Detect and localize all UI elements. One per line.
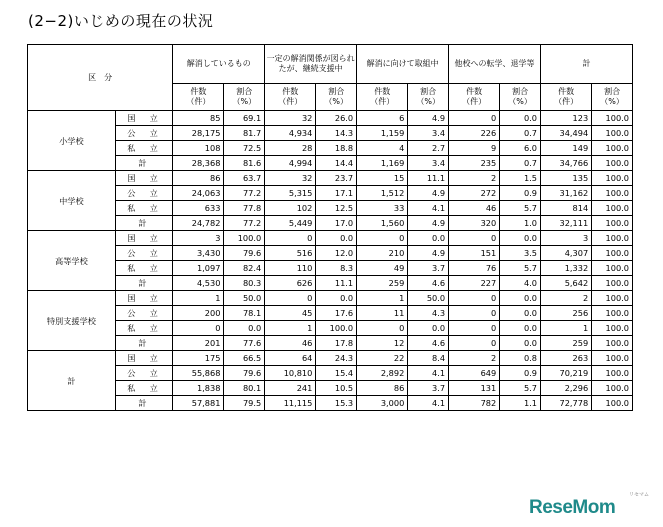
count-cell: 85 xyxy=(173,111,224,126)
school-sector-label: 計 xyxy=(115,156,172,171)
count-cell: 135 xyxy=(540,171,591,186)
rate-cell: 0.8 xyxy=(500,351,541,366)
unit-label-bottom: （件） xyxy=(554,97,579,106)
school-sector-label: 私 立 xyxy=(115,321,172,336)
rate-cell: 100.0 xyxy=(592,126,633,141)
rate-cell: 100.0 xyxy=(592,366,633,381)
school-sector-label: 公 立 xyxy=(115,246,172,261)
group-header: 解消しているもの xyxy=(173,45,265,84)
count-unit-header xyxy=(540,84,591,111)
count-cell: 22 xyxy=(357,351,408,366)
rate-cell: 100.0 xyxy=(592,171,633,186)
count-cell: 32,111 xyxy=(540,216,591,231)
rate-cell: 8.3 xyxy=(316,261,357,276)
rate-cell: 1.1 xyxy=(500,396,541,411)
table-row xyxy=(28,336,633,351)
count-cell: 149 xyxy=(540,141,591,156)
count-cell: 263 xyxy=(540,351,591,366)
table-row xyxy=(28,126,633,141)
school-sector-label: 公 立 xyxy=(115,126,172,141)
rate-cell: 100.0 xyxy=(592,276,633,291)
rate-unit-header xyxy=(224,84,265,111)
count-cell: 86 xyxy=(173,171,224,186)
unit-label-bottom: （件） xyxy=(370,97,395,106)
count-cell: 1,159 xyxy=(357,126,408,141)
rate-cell: 0.0 xyxy=(224,321,265,336)
count-cell: 0 xyxy=(265,231,316,246)
count-cell: 782 xyxy=(449,396,500,411)
count-cell: 131 xyxy=(449,381,500,396)
header-row-groups xyxy=(28,45,633,84)
count-cell: 6 xyxy=(357,111,408,126)
rate-cell: 4.9 xyxy=(408,186,449,201)
rate-cell: 79.6 xyxy=(224,366,265,381)
rate-cell: 17.1 xyxy=(316,186,357,201)
logo-kana: リセマム xyxy=(629,492,649,498)
rate-cell: 100.0 xyxy=(592,246,633,261)
table-row xyxy=(28,366,633,381)
count-cell: 110 xyxy=(265,261,316,276)
count-cell: 46 xyxy=(449,201,500,216)
count-cell: 57,881 xyxy=(173,396,224,411)
rate-cell: 100.0 xyxy=(592,381,633,396)
table-row xyxy=(28,276,633,291)
rate-cell: 3.5 xyxy=(500,246,541,261)
school-sector-label: 国 立 xyxy=(115,111,172,126)
count-cell: 4 xyxy=(357,141,408,156)
count-cell: 210 xyxy=(357,246,408,261)
count-cell: 4,934 xyxy=(265,126,316,141)
rate-cell: 4.0 xyxy=(500,276,541,291)
school-sector-label: 国 立 xyxy=(115,291,172,306)
rate-cell: 6.0 xyxy=(500,141,541,156)
rate-cell: 100.0 xyxy=(592,141,633,156)
rate-unit-header xyxy=(408,84,449,111)
rate-cell: 14.3 xyxy=(316,126,357,141)
table-row xyxy=(28,291,633,306)
rate-cell: 77.2 xyxy=(224,186,265,201)
rate-unit-header xyxy=(500,84,541,111)
table-row xyxy=(28,141,633,156)
rate-cell: 100.0 xyxy=(592,291,633,306)
school-type-label: 中学校 xyxy=(28,171,116,231)
school-sector-label: 計 xyxy=(115,336,172,351)
count-cell: 0 xyxy=(449,321,500,336)
rate-cell: 78.1 xyxy=(224,306,265,321)
school-sector-label: 国 立 xyxy=(115,351,172,366)
count-cell: 5,642 xyxy=(540,276,591,291)
rate-cell: 17.0 xyxy=(316,216,357,231)
count-cell: 2 xyxy=(449,171,500,186)
count-cell: 64 xyxy=(265,351,316,366)
count-cell: 1 xyxy=(265,321,316,336)
rate-cell: 79.5 xyxy=(224,396,265,411)
unit-label-top: 件数 xyxy=(466,87,483,96)
unit-label-top: 件数 xyxy=(558,87,575,96)
unit-label-bottom: （%） xyxy=(600,97,624,106)
rate-cell: 77.8 xyxy=(224,201,265,216)
rate-cell: 0.9 xyxy=(500,186,541,201)
rate-cell: 81.7 xyxy=(224,126,265,141)
count-cell: 814 xyxy=(540,201,591,216)
count-cell: 11,115 xyxy=(265,396,316,411)
count-cell: 626 xyxy=(265,276,316,291)
count-cell: 5,315 xyxy=(265,186,316,201)
count-cell: 0 xyxy=(449,336,500,351)
count-cell: 1 xyxy=(173,291,224,306)
unit-label-bottom: （%） xyxy=(324,97,349,106)
count-cell: 5,449 xyxy=(265,216,316,231)
rate-cell: 17.8 xyxy=(316,336,357,351)
unit-label-top: 割合 xyxy=(236,87,253,96)
count-cell: 2 xyxy=(449,351,500,366)
rate-unit-header xyxy=(592,84,633,111)
rate-cell: 1.0 xyxy=(500,216,541,231)
count-cell: 200 xyxy=(173,306,224,321)
rate-cell: 0.0 xyxy=(316,231,357,246)
rate-cell: 5.7 xyxy=(500,201,541,216)
count-cell: 28,368 xyxy=(173,156,224,171)
rate-cell: 15.4 xyxy=(316,366,357,381)
rate-cell: 3.4 xyxy=(408,156,449,171)
count-cell: 256 xyxy=(540,306,591,321)
rate-cell: 1.5 xyxy=(500,171,541,186)
unit-label-top: 割合 xyxy=(420,87,437,96)
unit-label-top: 件数 xyxy=(190,87,207,96)
resemom-logo xyxy=(529,491,651,521)
table-row xyxy=(28,351,633,366)
count-cell: 3,000 xyxy=(357,396,408,411)
count-cell: 0 xyxy=(265,291,316,306)
rate-cell: 26.0 xyxy=(316,111,357,126)
rate-cell: 10.5 xyxy=(316,381,357,396)
count-cell: 76 xyxy=(449,261,500,276)
count-cell: 46 xyxy=(265,336,316,351)
rate-cell: 12.0 xyxy=(316,246,357,261)
count-cell: 4,994 xyxy=(265,156,316,171)
rate-cell: 3.7 xyxy=(408,261,449,276)
rate-cell: 0.0 xyxy=(408,231,449,246)
rate-cell: 100.0 xyxy=(592,396,633,411)
rate-cell: 5.7 xyxy=(500,381,541,396)
count-cell: 123 xyxy=(540,111,591,126)
count-cell: 226 xyxy=(449,126,500,141)
school-sector-label: 計 xyxy=(115,396,172,411)
rate-cell: 100.0 xyxy=(592,261,633,276)
school-sector-label: 計 xyxy=(115,276,172,291)
table-row xyxy=(28,306,633,321)
rate-cell: 80.3 xyxy=(224,276,265,291)
count-cell: 28 xyxy=(265,141,316,156)
rate-cell: 100.0 xyxy=(592,306,633,321)
count-cell: 34,766 xyxy=(540,156,591,171)
count-cell: 1,097 xyxy=(173,261,224,276)
count-cell: 227 xyxy=(449,276,500,291)
count-cell: 259 xyxy=(357,276,408,291)
count-cell: 4,307 xyxy=(540,246,591,261)
rate-cell: 24.3 xyxy=(316,351,357,366)
rate-cell: 4.1 xyxy=(408,396,449,411)
school-sector-label: 私 立 xyxy=(115,141,172,156)
table-row xyxy=(28,186,633,201)
count-cell: 15 xyxy=(357,171,408,186)
count-unit-header xyxy=(357,84,408,111)
count-cell: 10,810 xyxy=(265,366,316,381)
count-cell: 11 xyxy=(357,306,408,321)
school-type-label: 小学校 xyxy=(28,111,116,171)
unit-label-top: 件数 xyxy=(374,87,391,96)
unit-label-bottom: （件） xyxy=(186,97,211,106)
rate-cell: 100.0 xyxy=(592,216,633,231)
rate-cell: 50.0 xyxy=(408,291,449,306)
count-cell: 649 xyxy=(449,366,500,381)
rate-cell: 69.1 xyxy=(224,111,265,126)
rate-cell: 100.0 xyxy=(592,336,633,351)
count-cell: 3 xyxy=(540,231,591,246)
count-cell: 49 xyxy=(357,261,408,276)
rate-cell: 12.5 xyxy=(316,201,357,216)
group-header: 計 xyxy=(540,45,632,84)
unit-label-bottom: （件） xyxy=(462,97,487,106)
count-cell: 28,175 xyxy=(173,126,224,141)
rate-cell: 100.0 xyxy=(592,111,633,126)
unit-label-bottom: （件） xyxy=(278,97,303,106)
count-cell: 320 xyxy=(449,216,500,231)
rate-cell: 2.7 xyxy=(408,141,449,156)
page-title: (2−2)いじめの現在の状況 xyxy=(28,12,214,30)
rate-cell: 0.0 xyxy=(316,291,357,306)
count-cell: 24,782 xyxy=(173,216,224,231)
table-row xyxy=(28,321,633,336)
rate-cell: 100.0 xyxy=(224,231,265,246)
rate-cell: 0.0 xyxy=(500,231,541,246)
count-cell: 45 xyxy=(265,306,316,321)
group-header: 一定の解消関係が図られたが、継続支援中 xyxy=(265,45,357,84)
rate-cell: 100.0 xyxy=(592,186,633,201)
rate-cell: 0.7 xyxy=(500,126,541,141)
rate-cell: 100.0 xyxy=(592,351,633,366)
count-cell: 0 xyxy=(449,231,500,246)
rate-cell: 100.0 xyxy=(592,156,633,171)
count-cell: 31,162 xyxy=(540,186,591,201)
rate-cell: 11.1 xyxy=(408,171,449,186)
count-cell: 1 xyxy=(357,291,408,306)
school-type-label: 計 xyxy=(28,351,116,411)
group-header: 他校への転学、退学等 xyxy=(449,45,541,84)
count-cell: 1,560 xyxy=(357,216,408,231)
count-cell: 235 xyxy=(449,156,500,171)
rate-cell: 4.6 xyxy=(408,276,449,291)
rate-cell: 4.1 xyxy=(408,201,449,216)
count-cell: 70,219 xyxy=(540,366,591,381)
count-cell: 272 xyxy=(449,186,500,201)
rate-cell: 4.9 xyxy=(408,111,449,126)
school-sector-label: 公 立 xyxy=(115,186,172,201)
logo-text: ReseMom xyxy=(529,497,616,518)
rate-cell: 18.8 xyxy=(316,141,357,156)
school-type-label: 特別支援学校 xyxy=(28,291,116,351)
table-row xyxy=(28,381,633,396)
rate-cell: 4.9 xyxy=(408,246,449,261)
count-cell: 3 xyxy=(173,231,224,246)
table-row xyxy=(28,156,633,171)
count-cell: 201 xyxy=(173,336,224,351)
count-cell: 2,296 xyxy=(540,381,591,396)
count-cell: 0 xyxy=(449,291,500,306)
count-cell: 259 xyxy=(540,336,591,351)
count-cell: 3,430 xyxy=(173,246,224,261)
school-sector-label: 私 立 xyxy=(115,381,172,396)
rate-cell: 11.1 xyxy=(316,276,357,291)
category-header: 区 分 xyxy=(28,45,173,111)
rate-cell: 5.7 xyxy=(500,261,541,276)
rate-cell: 0.0 xyxy=(500,306,541,321)
unit-label-top: 割合 xyxy=(512,87,529,96)
rate-cell: 72.5 xyxy=(224,141,265,156)
count-cell: 24,063 xyxy=(173,186,224,201)
count-cell: 633 xyxy=(173,201,224,216)
count-cell: 33 xyxy=(357,201,408,216)
unit-label-top: 割合 xyxy=(604,87,621,96)
rate-cell: 0.0 xyxy=(500,291,541,306)
rate-cell: 0.0 xyxy=(500,321,541,336)
rate-unit-header xyxy=(316,84,357,111)
table-row xyxy=(28,171,633,186)
rate-cell: 100.0 xyxy=(592,231,633,246)
count-cell: 0 xyxy=(357,231,408,246)
table-row xyxy=(28,201,633,216)
table-row xyxy=(28,216,633,231)
rate-cell: 0.0 xyxy=(408,321,449,336)
group-header: 解消に向けて取組中 xyxy=(357,45,449,84)
unit-label-bottom: （%） xyxy=(232,97,257,106)
table-row xyxy=(28,261,633,276)
count-cell: 9 xyxy=(449,141,500,156)
rate-cell: 23.7 xyxy=(316,171,357,186)
count-cell: 2 xyxy=(540,291,591,306)
count-cell: 1 xyxy=(540,321,591,336)
count-cell: 108 xyxy=(173,141,224,156)
count-cell: 0 xyxy=(357,321,408,336)
rate-cell: 77.2 xyxy=(224,216,265,231)
count-cell: 1,512 xyxy=(357,186,408,201)
rate-cell: 50.0 xyxy=(224,291,265,306)
count-cell: 32 xyxy=(265,171,316,186)
rate-cell: 8.4 xyxy=(408,351,449,366)
count-cell: 32 xyxy=(265,111,316,126)
count-unit-header xyxy=(265,84,316,111)
rate-cell: 4.9 xyxy=(408,216,449,231)
rate-cell: 4.3 xyxy=(408,306,449,321)
table-row xyxy=(28,111,633,126)
school-sector-label: 私 立 xyxy=(115,261,172,276)
rate-cell: 3.4 xyxy=(408,126,449,141)
rate-cell: 4.1 xyxy=(408,366,449,381)
count-cell: 175 xyxy=(173,351,224,366)
count-cell: 0 xyxy=(449,111,500,126)
count-cell: 1,169 xyxy=(357,156,408,171)
school-sector-label: 国 立 xyxy=(115,231,172,246)
rate-cell: 4.6 xyxy=(408,336,449,351)
count-cell: 2,892 xyxy=(357,366,408,381)
count-cell: 72,778 xyxy=(540,396,591,411)
rate-cell: 0.7 xyxy=(500,156,541,171)
rate-cell: 3.7 xyxy=(408,381,449,396)
rate-cell: 14.4 xyxy=(316,156,357,171)
rate-cell: 63.7 xyxy=(224,171,265,186)
count-cell: 34,494 xyxy=(540,126,591,141)
rate-cell: 15.3 xyxy=(316,396,357,411)
school-sector-label: 私 立 xyxy=(115,201,172,216)
school-sector-label: 計 xyxy=(115,216,172,231)
rate-cell: 17.6 xyxy=(316,306,357,321)
unit-label-top: 割合 xyxy=(328,87,345,96)
unit-label-bottom: （%） xyxy=(508,97,532,106)
count-cell: 86 xyxy=(357,381,408,396)
rate-cell: 100.0 xyxy=(316,321,357,336)
count-unit-header xyxy=(449,84,500,111)
rate-cell: 79.6 xyxy=(224,246,265,261)
unit-label-bottom: （%） xyxy=(416,97,440,106)
count-cell: 12 xyxy=(357,336,408,351)
count-cell: 55,868 xyxy=(173,366,224,381)
table-row xyxy=(28,396,633,411)
rate-cell: 81.6 xyxy=(224,156,265,171)
table-row xyxy=(28,231,633,246)
rate-cell: 100.0 xyxy=(592,201,633,216)
rate-cell: 0.0 xyxy=(500,111,541,126)
rate-cell: 100.0 xyxy=(592,321,633,336)
unit-label-top: 件数 xyxy=(282,87,299,96)
school-sector-label: 国 立 xyxy=(115,171,172,186)
rate-cell: 66.5 xyxy=(224,351,265,366)
count-cell: 0 xyxy=(449,306,500,321)
count-cell: 102 xyxy=(265,201,316,216)
rate-cell: 82.4 xyxy=(224,261,265,276)
rate-cell: 80.1 xyxy=(224,381,265,396)
count-cell: 151 xyxy=(449,246,500,261)
rate-cell: 0.9 xyxy=(500,366,541,381)
count-cell: 1,332 xyxy=(540,261,591,276)
bullying-status-table xyxy=(27,44,633,411)
count-unit-header xyxy=(173,84,224,111)
count-cell: 516 xyxy=(265,246,316,261)
table-row xyxy=(28,246,633,261)
count-cell: 0 xyxy=(173,321,224,336)
count-cell: 241 xyxy=(265,381,316,396)
count-cell: 4,530 xyxy=(173,276,224,291)
school-sector-label: 公 立 xyxy=(115,306,172,321)
rate-cell: 77.6 xyxy=(224,336,265,351)
count-cell: 1,838 xyxy=(173,381,224,396)
school-sector-label: 公 立 xyxy=(115,366,172,381)
school-type-label: 高等学校 xyxy=(28,231,116,291)
rate-cell: 0.0 xyxy=(500,336,541,351)
